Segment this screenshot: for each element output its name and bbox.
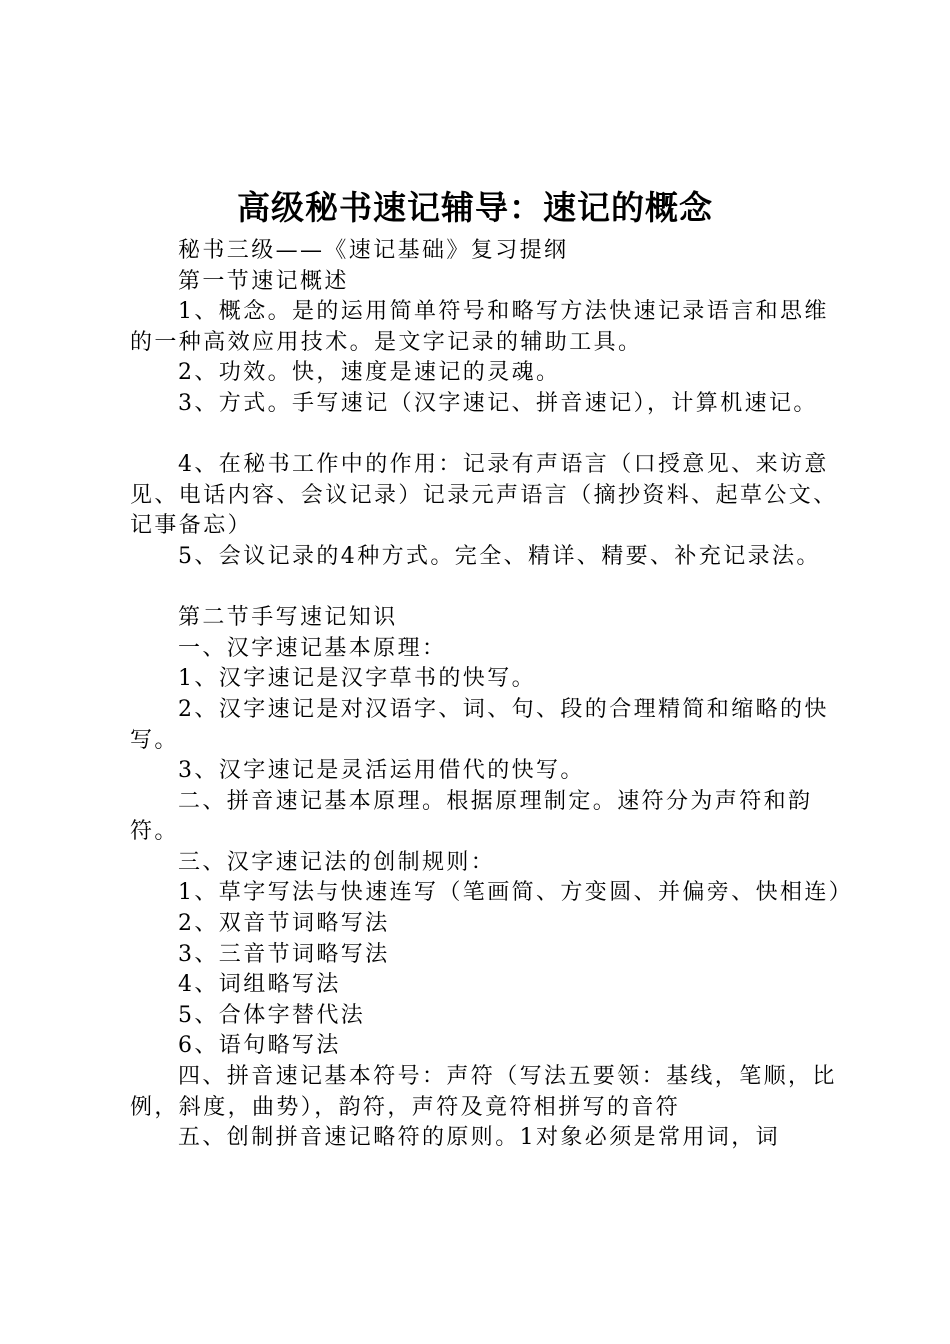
paragraph-hanzi-principle-2: 2、汉字速记是对汉语字、词、句、段的合理精简和缩略的快写。 — [130, 696, 829, 753]
paragraph-rule-4: 4、词组略写法 — [178, 972, 341, 998]
paragraph-meeting-record: 5、会议记录的4种方式。完全、精详、精要、补充记录法。 — [178, 543, 821, 569]
paragraph-pinyin-principle: 二、拼音速记基本原理。根据原理制定。速符分为声符和韵符。 — [130, 788, 813, 845]
paragraph-hanzi-principle-3: 3、汉字速记是灵活运用借代的快写。 — [178, 758, 585, 784]
paragraph-spacer — [130, 420, 845, 451]
paragraph-effect: 2、功效。快，速度是速记的灵魂。 — [178, 360, 561, 386]
document-title: 高级秘书速记辅导：速记的概念 — [237, 188, 713, 227]
paragraph-method: 3、方式。手写速记（汉字速记、拼音速记），计算机速记。 — [178, 390, 818, 416]
paragraph-section-2-heading: 第二节手写速记知识 — [178, 605, 398, 631]
paragraph-rule-6: 6、语句略写法 — [178, 1033, 341, 1059]
paragraph-hanzi-principle: 一、汉字速记基本原理： — [178, 635, 447, 661]
paragraph-role: 4、在秘书工作中的作用：记录有声语言（口授意见、来访意见、电话内容、会议记录）记录元声语言（摘抄资料、起草公文、记事备忘） — [130, 452, 838, 539]
paragraph-rule-1: 1、草字写法与快速连写（笔画简、方变圆、并偏旁、快相连） — [178, 880, 854, 906]
paragraph-section-1-heading: 第一节速记概述 — [178, 268, 349, 294]
paragraph-spacer — [130, 573, 845, 604]
paragraph-hanzi-principle-1: 1、汉字速记是汉字草书的快写。 — [178, 666, 536, 692]
paragraph-rule-2: 2、双音节词略写法 — [178, 911, 390, 937]
paragraph-outline-heading: 秘书三级——《速记基础》复习提纲 — [178, 238, 569, 263]
paragraph-hanzi-rules: 三、汉字速记法的创制规则： — [178, 849, 496, 875]
paragraph-pinyin-symbols: 四、拼音速记基本符号：声符（写法五要领：基线，笔顺，比例，斜度，曲势），韵符，声符及竟符相拼写的音符 — [130, 1064, 837, 1120]
document-body — [130, 236, 854, 1154]
paragraph-rule-5: 5、合体字替代法 — [178, 1002, 366, 1028]
paragraph-abbreviation-principles: 五、创制拼音速记略符的原则。1对象必须是常用词，词 — [178, 1125, 780, 1151]
paragraph-concept: 1、概念。是的运用简单符号和略写方法快速记录语言和思维的一种高效应用技术。是文字记录的辅助工具。 — [130, 299, 829, 355]
paragraph-rule-3: 3、三音节词略写法 — [178, 941, 390, 967]
